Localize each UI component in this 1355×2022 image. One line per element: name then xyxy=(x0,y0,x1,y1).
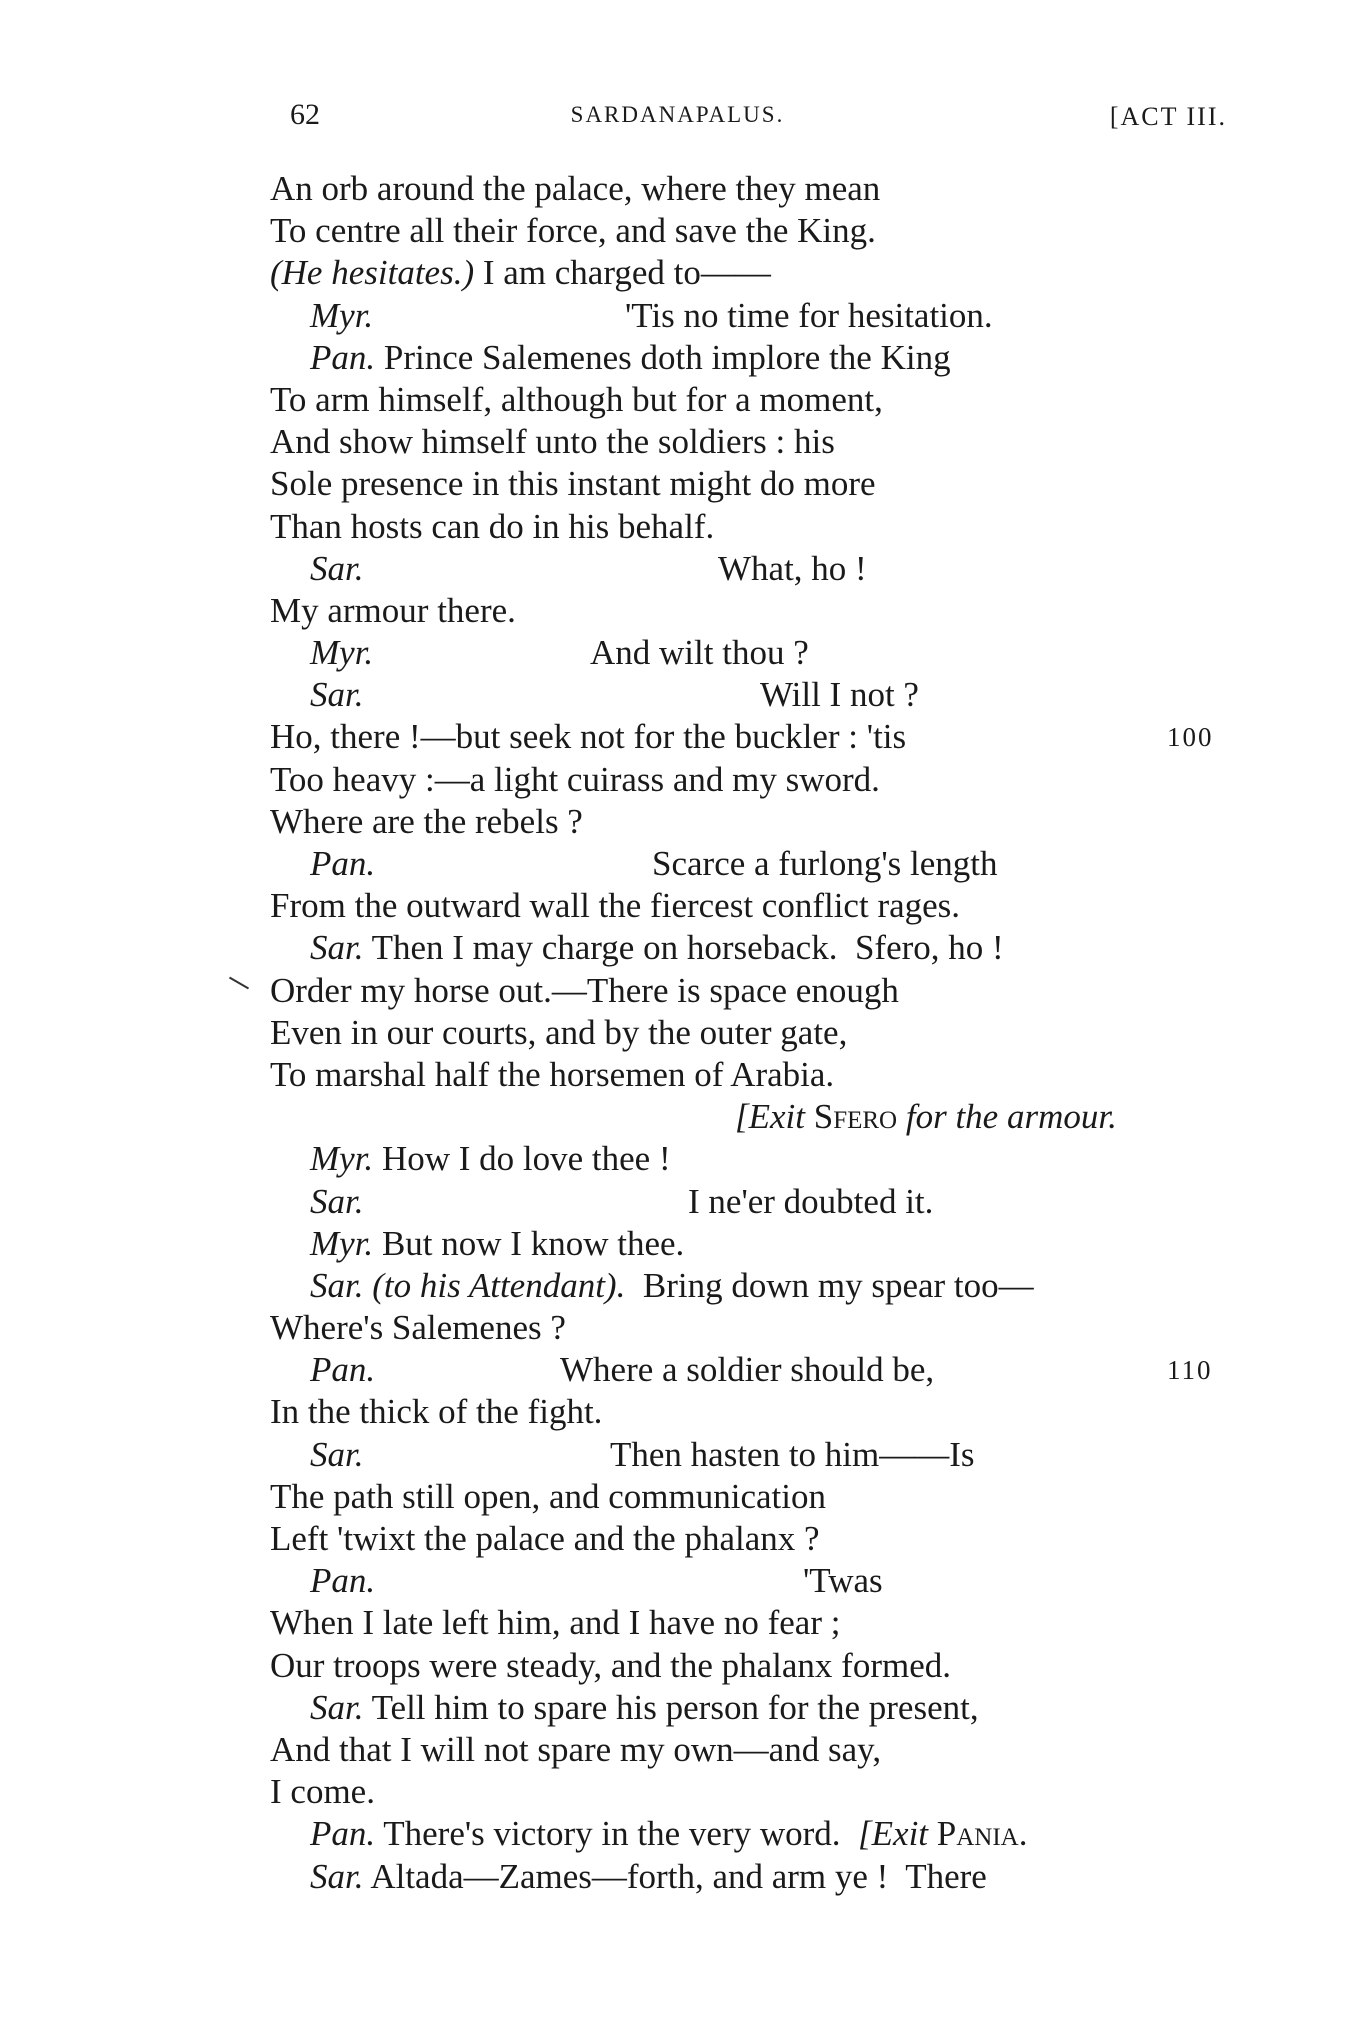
verse-line xyxy=(270,716,1250,758)
verse-line xyxy=(270,1771,1250,1813)
verse-line xyxy=(270,970,1250,1012)
verse-line xyxy=(270,1645,1250,1687)
line-text: Scarce a furlong's length xyxy=(652,844,998,883)
line-text: Ho, there !—but seek not for the buckler : 'tis xyxy=(270,717,907,757)
speaker-name: Sar. xyxy=(310,548,364,588)
stage-direction: for the armour. xyxy=(897,1097,1117,1137)
speaker-name: Pan. xyxy=(310,1814,376,1854)
line-text: Our troops were steady, and the phalanx formed. xyxy=(270,1645,951,1685)
character-name: Sfero xyxy=(813,1097,898,1137)
line-text: To marshal half the horsemen of Arabia. xyxy=(270,1054,835,1094)
line-text: An orb around the palace, where they mean xyxy=(270,169,881,208)
speaker-name: Sar. xyxy=(310,1434,364,1474)
verse-line xyxy=(270,1181,1250,1223)
speaker-name: Sar. xyxy=(310,1856,364,1896)
line-text: Too heavy :—a light cuirass and my sword. xyxy=(270,759,880,799)
verse-line xyxy=(270,1307,1250,1349)
verse-line xyxy=(270,421,1250,463)
verse-line xyxy=(270,1349,1250,1391)
speaker-name: Pan. xyxy=(310,337,376,377)
speaker-name: Sar. xyxy=(310,675,364,715)
verse-line xyxy=(270,1476,1250,1518)
verse-line xyxy=(270,590,1250,632)
speaker-name: Sar. xyxy=(310,928,364,968)
line-text: I come. xyxy=(270,1772,375,1812)
line-text: In the thick of the fight. xyxy=(270,1392,603,1432)
line-number: 100 xyxy=(1167,722,1214,753)
speaker-name: Pan. xyxy=(310,1561,376,1601)
line-text: Even in our courts, and by the outer gate, xyxy=(270,1012,848,1052)
verse-line xyxy=(270,295,1250,337)
line-text: Order my horse out.—There is space enough xyxy=(270,970,899,1010)
line-text: Will I not ? xyxy=(760,675,919,715)
stage-direction: [Exit xyxy=(858,1814,937,1854)
verse-line xyxy=(270,1687,1250,1729)
line-text: Bring down my spear too— xyxy=(625,1265,1034,1305)
speaker-name: Myr. xyxy=(310,295,374,335)
stage-direction-line xyxy=(270,1096,1250,1138)
verse-line xyxy=(270,885,1250,927)
line-text: Prince Salemenes doth implore the King xyxy=(375,337,951,377)
line-text: Then I may charge on horseback. Sfero, ho ! xyxy=(363,928,1004,968)
verse-line xyxy=(270,1560,1250,1602)
speaker-name: Myr. xyxy=(310,1223,374,1263)
stage-direction: (He hesitates.) xyxy=(270,253,475,293)
verse-text xyxy=(270,168,1250,1898)
verse-line xyxy=(270,168,1250,210)
verse-line xyxy=(270,337,1250,379)
speaker-name: Sar. xyxy=(310,1265,364,1305)
verse-line xyxy=(270,1012,1250,1054)
line-text: I ne'er doubted it. xyxy=(688,1181,934,1221)
verse-line xyxy=(270,1434,1250,1476)
verse-line xyxy=(270,927,1250,969)
speaker-name: Myr. xyxy=(310,633,374,673)
verse-line xyxy=(270,843,1250,885)
line-text: The path still open, and communication xyxy=(270,1476,826,1516)
margin-mark xyxy=(229,977,249,990)
line-text: Sole presence in this instant might do more xyxy=(270,464,876,504)
verse-line xyxy=(270,548,1250,590)
line-text: Altada—Zames—forth, and arm ye ! There xyxy=(363,1856,987,1896)
verse-line xyxy=(270,379,1250,421)
line-text: There's victory in the very word. xyxy=(375,1814,859,1854)
verse-line xyxy=(270,1265,1250,1307)
line-text: When I late left him, and I have no fear ; xyxy=(270,1603,841,1643)
verse-line xyxy=(270,1223,1250,1265)
line-text: But now I know thee. xyxy=(373,1223,685,1263)
verse-line xyxy=(270,1813,1250,1855)
verse-line xyxy=(270,674,1250,716)
speaker-name: Pan. xyxy=(310,844,376,883)
verse-line xyxy=(270,463,1250,505)
verse-line xyxy=(270,1518,1250,1560)
verse-line xyxy=(270,210,1250,252)
verse-line xyxy=(270,1054,1250,1096)
verse-line xyxy=(270,801,1250,843)
act-label: [ACT III. xyxy=(1109,102,1227,131)
speaker-name: Pan. xyxy=(310,1350,376,1390)
stage-direction: [Exit xyxy=(735,1097,814,1137)
line-text: Left 'twixt the palace and the phalanx ? xyxy=(270,1519,820,1558)
line-text: How I do love thee ! xyxy=(373,1139,671,1179)
line-text: I am charged to—— xyxy=(474,253,771,293)
line-text: Where a soldier should be, xyxy=(560,1350,935,1390)
verse-line xyxy=(270,1602,1250,1644)
line-text: To arm himself, although but for a moment, xyxy=(270,379,883,419)
line-text: And that I will not spare my own—and say, xyxy=(270,1729,882,1769)
line-text: What, ho ! xyxy=(718,548,867,588)
running-title: SARDANAPALUS. xyxy=(570,102,785,127)
verse-line xyxy=(270,759,1250,801)
verse-line xyxy=(270,252,1250,294)
line-number: 110 xyxy=(1167,1355,1213,1386)
line-text: Where's Salemenes ? xyxy=(270,1308,566,1348)
speaker-name: Sar. xyxy=(310,1181,364,1221)
verse-line xyxy=(270,1138,1250,1180)
verse-line xyxy=(270,632,1250,674)
stage-direction: (to his Attendant). xyxy=(363,1265,626,1305)
line-text: To centre all their force, and save the King. xyxy=(270,211,876,251)
page-header xyxy=(0,98,1355,138)
line-text: Tell him to spare his person for the present, xyxy=(363,1687,979,1727)
line-text: Then hasten to him——Is xyxy=(610,1434,975,1474)
line-text: From the outward wall the fiercest conflict rages. xyxy=(270,886,961,926)
line-text: Than hosts can do in his behalf. xyxy=(270,506,715,546)
verse-line xyxy=(270,1856,1250,1898)
line-text: And show himself unto the soldiers : his xyxy=(270,422,835,462)
line-text: 'Tis no time for hesitation. xyxy=(625,295,993,335)
speaker-name: Sar. xyxy=(310,1687,364,1727)
line-text: 'Twas xyxy=(803,1561,883,1601)
verse-line xyxy=(270,1729,1250,1771)
line-text: And wilt thou ? xyxy=(590,633,809,673)
character-name: Pania. xyxy=(936,1814,1028,1854)
page-number: 62 xyxy=(290,98,320,131)
line-text: My armour there. xyxy=(270,590,516,630)
verse-line xyxy=(270,506,1250,548)
verse-line xyxy=(270,1391,1250,1433)
line-text: Where are the rebels ? xyxy=(270,801,583,841)
speaker-name: Myr. xyxy=(310,1139,374,1179)
